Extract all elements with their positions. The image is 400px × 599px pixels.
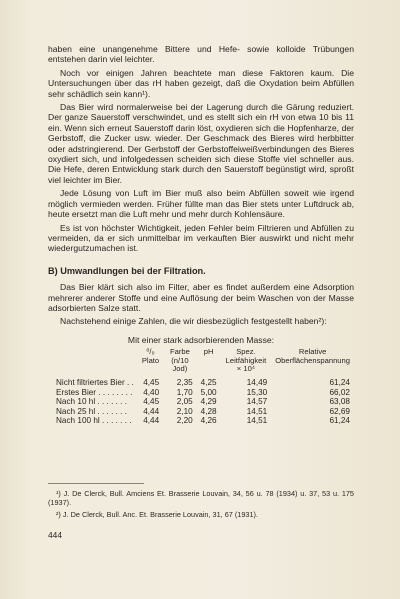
table-cell: Nicht filtriertes Bier . .: [56, 377, 134, 387]
table-cell: 4,26: [200, 416, 217, 426]
paragraph: Das Bier klärt sich also im Filter, aber es findet außerdem eine Adsorption mehrerer anderer Stoffe und eine Auflösung der beim Waschen von der Masse adsorbierten Salze statt.: [48, 282, 354, 313]
table-cell: 2,35: [176, 377, 193, 387]
table-cell: 4,25: [200, 377, 217, 387]
page-number: 444: [48, 530, 62, 540]
table-caption: Mit einer stark adsorbierenden Masse:: [127, 334, 275, 345]
table-cell: 5,00: [200, 387, 217, 397]
paragraph: Das Bier wird normalerweise bei der Lagerung durch die Gärung reduziert. Der ganze Sauerstoff verschwindet, und es stellt sich ein rH von etwa 10 bis 11 ein. Wenn sich erneut Sauerstoff darin löst, oxydieren sich die Hopfenharze, der Gerbstoff, die Zucker usw. wieder. Der Geschmack des Bieres wird herbbitter oder adstringierend. Der Gerbstoff der Gerbstoffeiweißverbindungen des Bieres oxydiert sich, und infolgedessen scheiden sich diese Stoffe viel schneller aus. Die Hefe, deren Entwicklung stark durch den Sauerstoff begünstigt wird, sproßt viel leichter im Bier.: [48, 102, 354, 185]
table-row: [56, 388, 354, 398]
table-cell: 2,10: [176, 406, 193, 416]
table-cell: 1,70: [176, 387, 193, 397]
page-body: [48, 44, 354, 426]
paragraph: Nachstehend einige Zahlen, die wir diesbezüglich festgestellt haben²):: [60, 316, 327, 327]
table-header: Spez. Leitfähigkeit × 10⁴: [225, 347, 267, 374]
table-header: pH: [203, 347, 214, 357]
table-cell: 61,24: [329, 416, 350, 426]
paragraph: Es ist von höchster Wichtigkeit, jeden Fehler beim Filtrieren und Abfüllen zu vermeiden, da er sich unmittelbar im verkauften Bier auswirkt und nicht mehr wiedergutzumachen ist.: [48, 222, 354, 254]
table-cell: 14,51: [246, 416, 268, 426]
table-cell: 2,20: [176, 416, 193, 426]
paragraph: Jede Lösung von Luft im Bier muß also beim Abfüllen soweit wie irgend möglich vermieden werden. Früher füllte man das Bier stets unter Luftdruck ab, heute ersetzt man die Luft mehr und mehr durch Kohlensäure.: [48, 188, 354, 220]
table-cell: Nach 10 hl . . . . . . .: [56, 397, 127, 407]
table-cell: 14,49: [246, 377, 268, 387]
footnote-divider: [48, 483, 144, 484]
table-cell: 14,51: [246, 406, 268, 416]
measurement-table: [56, 348, 354, 426]
table-row: [56, 416, 354, 426]
table-cell: 63,08: [329, 397, 350, 407]
table-cell: 61,24: [329, 377, 350, 387]
table-cell: 4,29: [200, 397, 217, 407]
section-heading: B) Umwandlungen bei der Filtration.: [48, 265, 206, 276]
table-cell: Nach 25 hl . . . . . . .: [56, 406, 127, 416]
table-cell: 4,44: [143, 416, 160, 426]
table-cell: 2,05: [176, 397, 193, 407]
paragraph: Noch vor einigen Jahren beachtete man diese Faktoren kaum. Die Untersuchungen über das rH haben gezeigt, daß die Oxydation beim Abfüllen sehr schädlich sein kann¹).: [48, 67, 354, 99]
table-cell: Erstes Bier . . . . . . . .: [56, 387, 133, 397]
table-row: [56, 397, 354, 407]
table-header: ⁰/₀ Plato: [141, 347, 160, 365]
table-cell: 62,69: [329, 406, 350, 416]
footnote: ¹) J. De Clerck, Bull. Amciens Et. Brasserie Louvain, 34, 56 u. 78 (1934) u. 37, 53 u. 175 (1937).: [48, 489, 354, 508]
table-cell: 4,44: [143, 406, 160, 416]
table-header: Farbe (n/10 Jod): [169, 347, 190, 374]
table-header: [56, 348, 138, 378]
table-row: [56, 378, 354, 388]
table-cell: 4,28: [200, 406, 217, 416]
table-header-row: [56, 348, 354, 378]
table-cell: 66,02: [329, 387, 350, 397]
table-cell: 4,40: [143, 387, 160, 397]
table-cell: 4,45: [143, 377, 160, 387]
footnote: ²) J. De Clerck, Bull. Anc. Et. Brasserie Louvain, 31, 67 (1931).: [56, 510, 258, 519]
table-row: [56, 407, 354, 417]
table-cell: 15,30: [246, 387, 268, 397]
table-cell: 4,45: [143, 397, 160, 407]
table-cell: Nach 100 hl . . . . . . .: [56, 416, 132, 426]
table-cell: 14,57: [246, 397, 268, 407]
paragraph: haben eine unangenehme Bittere und Hefe- sowie kolloide Trübungen entstehen darin viel leichter.: [48, 44, 354, 65]
table-header: Relative Oberflächenspannung: [275, 347, 350, 365]
